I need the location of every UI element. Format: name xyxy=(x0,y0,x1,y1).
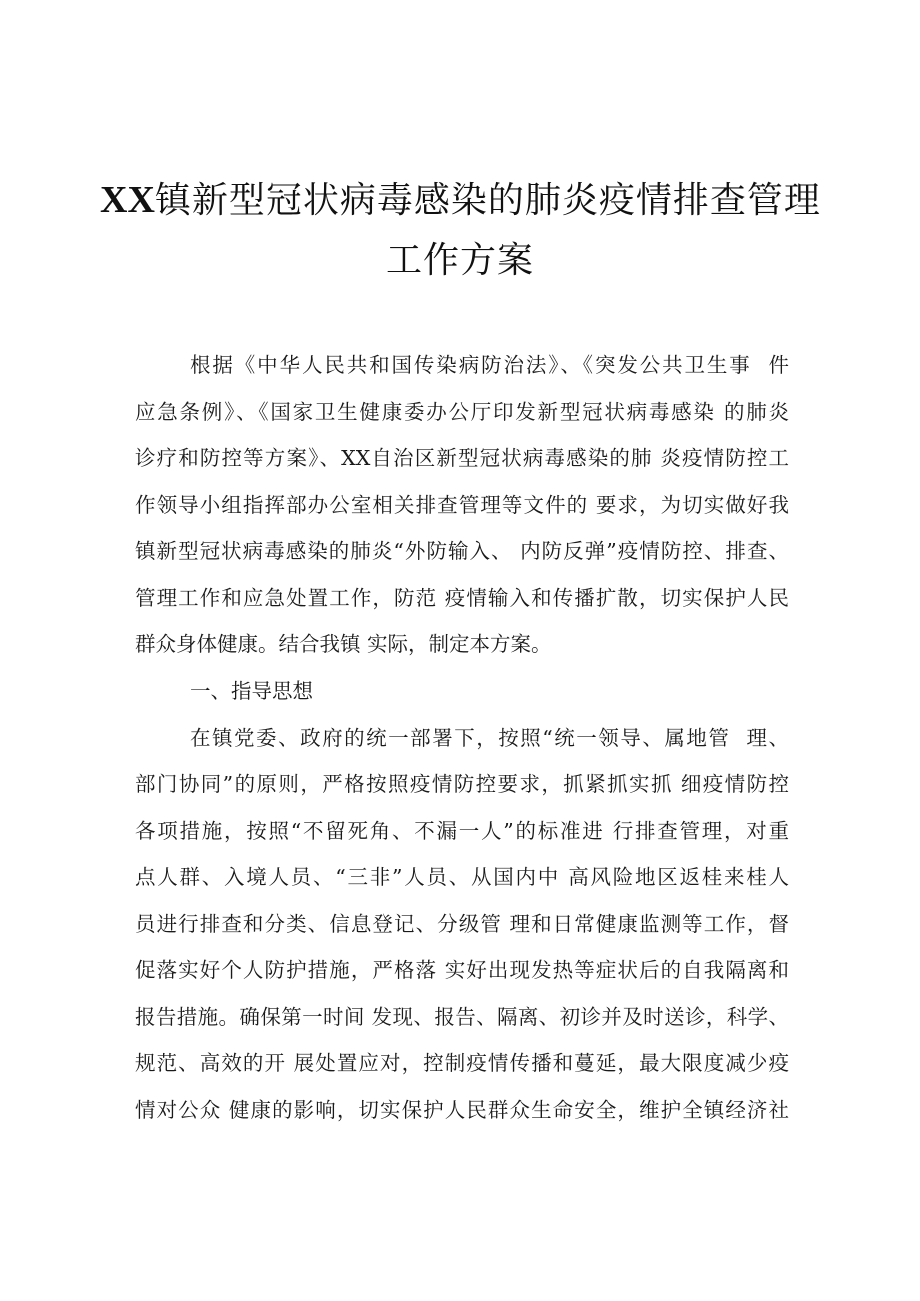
document-title-line-2: 工作方案 xyxy=(385,240,534,281)
paragraph-2-line: 各项措施，按照“不留死角、不漏一人”的标准进 行排查管理，对重 xyxy=(135,819,789,843)
paragraph-1-line: 管理工作和应急处置工作，防范 疫情输入和传播扩散，切实保护人民 xyxy=(135,586,789,610)
paragraph-2-line: 员进行排查和分类、信息登记、分级管 理和日常健康监测等工作，督 xyxy=(135,912,789,936)
paragraph-1-line: 诊疗和防控等方案》、XX自治区新型冠状病毒感染的肺 炎疫情防控工 xyxy=(135,446,789,470)
paragraph-1-line: 应急条例》、《国家卫生健康委办公厅印发新型冠状病毒感染 的肺炎 xyxy=(135,400,789,424)
paragraph-1-line: 群众身体健康。结合我镇 实际，制定本方案。 xyxy=(135,632,552,656)
title-prefix: XX xyxy=(100,179,155,221)
paragraph-1-line: 根据《中华人民共和国传染病防治法》、《突发公共卫生事 件 xyxy=(190,353,789,377)
paragraph-2-line: 促落实好个人防护措施，严格落 实好出现发热等症状后的自我隔离和 xyxy=(135,958,789,982)
paragraph-1-line: 作领导小组指挥部办公室相关排查管理等文件的 要求，为切实做好我 xyxy=(135,493,789,517)
paragraph-1-line: 镇新型冠状病毒感染的肺炎“外防输入、 内防反弹”疫情防控、排查、 xyxy=(135,539,789,563)
paragraph-2-line: 报告措施。确保第一时间 发现、报告、隔离、初诊并及时送诊，科学、 xyxy=(135,1005,789,1029)
paragraph-2-line: 在镇党委、政府的统一部署下，按照“统一领导、属地管 理、 xyxy=(190,726,789,750)
paragraph-2-line: 情对公众 健康的影响，切实保护人民群众生命安全，维护全镇经济社 xyxy=(135,1098,789,1122)
document-title-line-1 xyxy=(100,172,820,223)
section-heading: 一、指导思想 xyxy=(190,679,313,703)
paragraph-2-line: 规范、高效的开 展处置应对，控制疫情传播和蔓延，最大限度减少疫 xyxy=(135,1051,789,1075)
paragraph-2-line: 点人群、入境人员、“三非”人员、从国内中 高风险地区返桂来桂人 xyxy=(135,865,789,889)
title-text: 镇新型冠状病毒感染的肺炎疫情排查管理 xyxy=(154,180,821,221)
paragraph-2-line: 部门协同”的原则，严格按照疫情防控要求，抓紧抓实抓 细疫情防控 xyxy=(135,772,789,796)
